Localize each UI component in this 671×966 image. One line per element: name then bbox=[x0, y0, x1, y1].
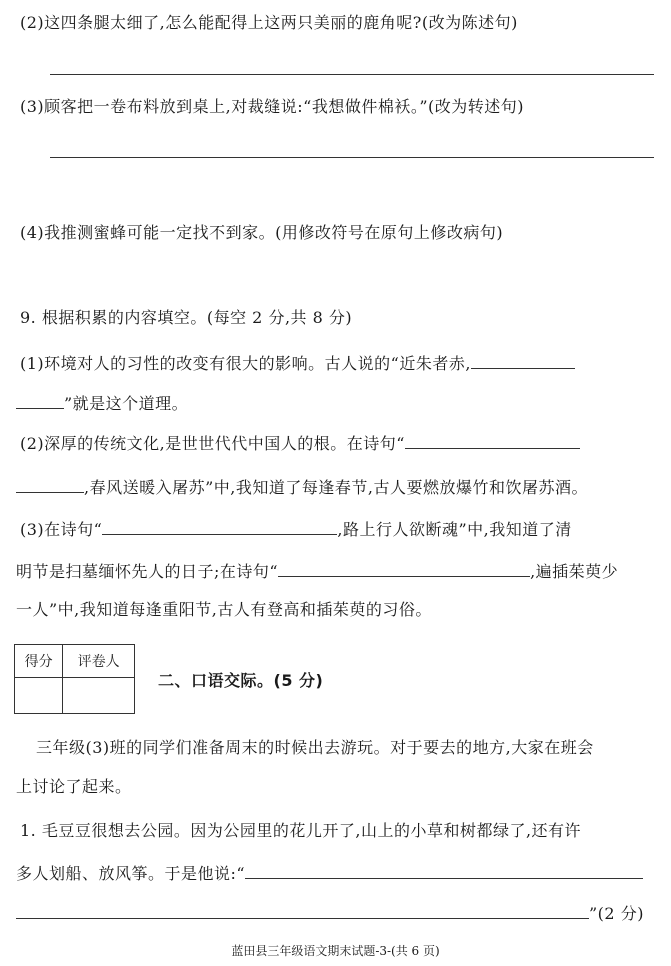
q9-item3-line3: 一人”中,我知道每逢重阳节,古人有登高和插茱萸的习俗。 bbox=[16, 600, 432, 619]
q8-item3-text: (3)顾客把一卷布料放到桌上,对裁缝说:“我想做件棉袄。”(改为转述句) bbox=[20, 97, 524, 116]
score-box bbox=[14, 644, 135, 714]
section2-q1-line2 bbox=[16, 862, 643, 885]
fill-blank[interactable] bbox=[245, 862, 643, 879]
q8-item2-text: (2)这四条腿太细了,怎么能配得上这两只美丽的鹿角呢?(改为陈述句) bbox=[20, 13, 518, 32]
q9-item1-text-b: ”就是这个道理。 bbox=[64, 394, 189, 413]
fill-blank[interactable] bbox=[16, 476, 84, 493]
fill-blank[interactable] bbox=[16, 392, 64, 409]
section2-title: 二、口语交际。(5 分) bbox=[158, 671, 324, 690]
q9-item3-text-c: 明节是扫墓缅怀先人的日子;在诗句“ bbox=[16, 562, 279, 581]
section2-q1-end: ”(2 分) bbox=[589, 904, 644, 923]
q9-item3-text-b: ,路上行人欲断魂”中,我知道了清 bbox=[337, 520, 572, 539]
fill-blank[interactable] bbox=[278, 560, 530, 577]
page-footer: 蓝田县三年级语文期末试题-3-(共 6 页) bbox=[231, 944, 440, 958]
answer-line[interactable] bbox=[50, 74, 654, 75]
q9-item2-line2 bbox=[16, 476, 588, 499]
q9-item3-line1 bbox=[20, 518, 572, 541]
section2-intro-line2: 上讨论了起来。 bbox=[16, 777, 132, 796]
score-cell[interactable] bbox=[15, 678, 63, 714]
q9-item2-text-b: ,春风送暖入屠苏”中,我知道了每逢春节,古人要燃放爆竹和饮屠苏酒。 bbox=[84, 478, 588, 497]
fill-blank[interactable] bbox=[471, 352, 575, 369]
grader-cell[interactable] bbox=[63, 678, 135, 714]
score-header: 得分 bbox=[15, 645, 63, 678]
q9-item1-line1 bbox=[20, 352, 575, 375]
q9-title: 9. 根据积累的内容填空。(每空 2 分,共 8 分) bbox=[20, 308, 353, 327]
section2-intro-line1: 三年级(3)班的同学们准备周末的时候出去游玩。对于要去的地方,大家在班会 bbox=[36, 738, 594, 757]
q9-item2-text-a: (2)深厚的传统文化,是世世代代中国人的根。在诗句“ bbox=[20, 434, 405, 453]
q9-item3-text-a: (3)在诗句“ bbox=[20, 520, 103, 539]
q9-item3-text-d: ,遍插茱萸少 bbox=[530, 562, 619, 581]
q8-item4-text: (4)我推测蜜蜂可能一定找不到家。(用修改符号在原句上修改病句) bbox=[20, 223, 504, 242]
grader-header: 评卷人 bbox=[63, 645, 135, 678]
fill-blank[interactable] bbox=[102, 518, 337, 535]
section2-q1-line1: 1. 毛豆豆很想去公园。因为公园里的花儿开了,山上的小草和树都绿了,还有许 bbox=[20, 821, 582, 840]
q9-item3-line2 bbox=[16, 560, 618, 583]
q9-item2-line1 bbox=[20, 432, 580, 455]
q9-item1-line2 bbox=[16, 392, 188, 415]
q9-item1-text-a: (1)环境对人的习性的改变有很大的影响。古人说的“近朱者赤, bbox=[20, 354, 471, 373]
fill-blank[interactable] bbox=[16, 902, 589, 919]
section2-q1-text-b: 多人划船、放风筝。于是他说:“ bbox=[16, 864, 246, 883]
fill-blank[interactable] bbox=[405, 432, 580, 449]
section2-q1-line3 bbox=[16, 902, 644, 925]
answer-line[interactable] bbox=[50, 157, 654, 158]
